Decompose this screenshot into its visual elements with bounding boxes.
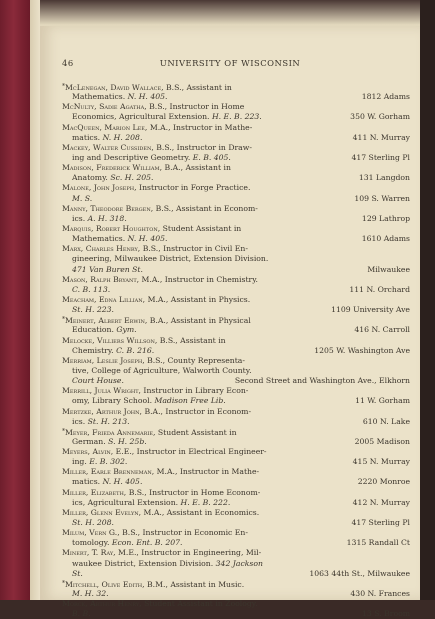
entry-line xyxy=(62,133,414,143)
entry-line xyxy=(62,437,414,447)
entry-line xyxy=(62,407,414,417)
entry-line xyxy=(62,366,414,376)
entry-address: 1063 44th St., Milwaukee xyxy=(309,568,410,578)
entry-address: Second Street and Washington Ave., Elkhorn xyxy=(234,376,410,386)
entry-title-cont: German. xyxy=(72,436,109,446)
entry-address: 111 N. Orchard xyxy=(349,284,410,294)
entry-line xyxy=(62,102,414,112)
entry-line xyxy=(62,153,414,163)
entry-title: B.M., Assistant in Music. xyxy=(144,579,245,589)
entry-title: M.E., Instructor in Engineering, Mil- xyxy=(115,548,262,558)
page-number: 46 xyxy=(62,58,74,68)
entry-address: 350 W. Gorham xyxy=(350,112,410,122)
entry-line xyxy=(62,275,414,285)
entry-address: 412 N. Murray xyxy=(352,497,410,507)
entry-marker: * xyxy=(62,579,65,587)
entry-title-cont: ing and Descriptive Geometry. xyxy=(72,152,193,162)
entry-name: Melocke, Villiers Willson, xyxy=(62,335,158,345)
entry-name: Miller, Earle Brenneman, xyxy=(62,467,155,477)
entry-name: McNulty, Sadie Agatha, xyxy=(62,102,147,112)
entry-office: N. H. 405. xyxy=(127,234,168,244)
entry-marker: * xyxy=(62,427,65,435)
entry-address: 2005 Madison xyxy=(354,436,410,446)
entry-line xyxy=(62,559,414,569)
entry-line xyxy=(62,315,414,325)
entry-line xyxy=(62,325,414,335)
directory-entry xyxy=(62,407,414,427)
entry-line xyxy=(62,173,414,183)
directory-entry xyxy=(62,548,414,578)
directory-entry xyxy=(62,82,414,102)
entry-line xyxy=(62,589,414,599)
entry-name: MacQueen, Marion Lee, xyxy=(62,122,148,132)
entry-name: Madison, Frederick William, xyxy=(62,163,163,173)
entry-name: Marquis, Robert Houghton, xyxy=(62,223,161,233)
entry-office: Court House. xyxy=(72,376,124,386)
entry-address: 131 Langdon xyxy=(358,173,410,183)
directory-entry xyxy=(62,488,414,508)
page-header xyxy=(40,58,420,72)
directory-entry xyxy=(62,447,414,467)
entry-title: Student Assistant in xyxy=(160,223,242,233)
entry-title: M.A., Instructor in Mathe- xyxy=(147,122,253,132)
entry-line xyxy=(62,265,414,275)
entry-line xyxy=(62,336,414,346)
entry-title: Instructor in Electrical Engineer- xyxy=(134,447,267,457)
entry-line xyxy=(62,123,414,133)
entry-title-cont: Education. xyxy=(72,325,117,335)
entry-title: Student Assistant in Zoology. xyxy=(141,599,258,609)
entry-title: M.A., Assistant in Physics. xyxy=(145,294,251,304)
entry-line xyxy=(62,295,414,305)
entry-office: 471 Van Buren St. xyxy=(72,264,143,274)
entry-name: Malone, John Joseph, xyxy=(62,183,137,193)
entry-line xyxy=(62,285,414,295)
entry-address: 610 N. Lake xyxy=(362,416,410,426)
entry-name: Mitchell, Olive Edith, xyxy=(65,579,145,589)
entry-office: 342 Jackson xyxy=(215,558,263,568)
entry-name: Mertzke, Arthur John, xyxy=(62,406,142,416)
entry-office: Madison Free Lib. xyxy=(154,396,226,406)
entry-title: B.S., Assistant in Econom- xyxy=(153,203,258,213)
entry-line xyxy=(62,82,414,92)
entry-line xyxy=(62,579,414,589)
entry-line xyxy=(62,204,414,214)
entry-address: 430 N. Frances xyxy=(350,589,410,599)
entry-title: M.A., Instructor in Mathe- xyxy=(154,467,260,477)
entry-title-cont: Mathematics. xyxy=(72,92,128,102)
entry-title-cont: ics. xyxy=(72,416,88,426)
entry-name: Meyers, Alvin, E.E., xyxy=(62,447,135,457)
entry-line xyxy=(62,609,414,619)
entry-address: 129 Lathrop xyxy=(361,213,410,223)
entry-address: 1205 W. Washington Ave xyxy=(314,345,410,355)
entry-title: B.S., Assistant in xyxy=(157,335,226,345)
entry-title: Instructor in Forge Practice. xyxy=(136,183,251,193)
directory-entry xyxy=(62,123,414,143)
directory-entry xyxy=(62,143,414,163)
entry-name: Marx, Charles Henry, xyxy=(62,244,141,254)
entry-title-cont: Chemistry. xyxy=(72,345,117,355)
entry-line xyxy=(62,447,414,457)
entry-line xyxy=(62,488,414,498)
entry-name: Mason, Ralph Bryant, xyxy=(62,274,140,284)
entry-office: M. H. 32. xyxy=(72,589,109,599)
entry-office: N. H. 208. xyxy=(102,132,143,142)
entry-title-cont: Anatomy. xyxy=(72,173,111,183)
entry-title: B.S., Instructor in Draw- xyxy=(153,142,252,152)
directory-entry xyxy=(62,528,414,548)
directory-entry xyxy=(62,356,414,386)
directory-entry xyxy=(62,244,414,274)
entry-address: 417 Sterling Pl xyxy=(351,152,410,162)
entry-name: Miller, Glenn Evelyn, xyxy=(62,507,142,517)
entry-office: St. H. 213. xyxy=(87,416,130,426)
directory-entry xyxy=(62,508,414,528)
entry-title-cont: matics. xyxy=(72,477,103,487)
entry-office: C. B. 113. xyxy=(72,284,111,294)
entry-title-cont: ics, Agricultural Extension. xyxy=(72,497,181,507)
entry-address: 1610 Adams xyxy=(361,234,410,244)
entry-title-cont: Mathematics. xyxy=(72,234,128,244)
entry-line xyxy=(62,183,414,193)
entry-name: Milum, Vern G., xyxy=(62,528,120,538)
entry-line xyxy=(62,112,414,122)
entry-office: E. B. 302. xyxy=(89,457,128,467)
entry-office: Econ. Ent. B. 207. xyxy=(111,538,183,548)
directory-entry xyxy=(62,295,414,315)
entry-line xyxy=(62,254,414,264)
entry-name: Meyer, Frieda Annemarie, xyxy=(65,427,156,437)
entry-address: Milwaukee xyxy=(367,264,410,274)
entry-title-cont: ing. xyxy=(72,457,90,467)
entry-line xyxy=(62,548,414,558)
entry-address: 417 Sterling Pl xyxy=(351,518,410,528)
directory-entry xyxy=(62,315,414,335)
entry-name: Mackey, Walter Cussiden, xyxy=(62,142,154,152)
entry-line xyxy=(62,467,414,477)
entry-title-cont: Economics, Agricultural Extension. xyxy=(72,112,212,122)
entry-office: H. E. B. 223. xyxy=(211,112,262,122)
entry-line xyxy=(62,518,414,528)
directory-entry xyxy=(62,163,414,183)
entry-line xyxy=(62,346,414,356)
entry-line xyxy=(62,376,414,386)
entry-line xyxy=(62,528,414,538)
entry-office: B. B. xyxy=(72,609,91,619)
book-page xyxy=(40,26,420,619)
entry-title: Student Assistant in xyxy=(155,427,237,437)
directory-entry xyxy=(62,224,414,244)
entry-marker: * xyxy=(62,83,65,90)
entry-address: 416 N. Carroll xyxy=(354,325,410,335)
entry-line xyxy=(62,143,414,153)
directory-entry xyxy=(62,275,414,295)
entry-name: Merrill, Julia Wright, xyxy=(62,386,141,396)
staff-directory-list xyxy=(62,82,414,619)
directory-entry xyxy=(62,183,414,203)
entry-address: 411 N. Murray xyxy=(352,132,410,142)
directory-entry xyxy=(62,204,414,224)
entry-office: H. E. B. 222. xyxy=(180,497,231,507)
entry-line xyxy=(62,224,414,234)
entry-line xyxy=(62,508,414,518)
entry-title-cont: matics. xyxy=(72,132,103,142)
entry-line xyxy=(62,396,414,406)
entry-line xyxy=(62,214,414,224)
entry-line xyxy=(62,477,414,487)
entry-line xyxy=(62,194,414,204)
entry-office: C. B. 216. xyxy=(116,345,155,355)
entry-address: 1109 University Ave xyxy=(331,305,410,315)
entry-title: B.S., County Representa- xyxy=(144,355,245,365)
entry-office: Gym. xyxy=(116,325,137,335)
entry-address: 1315 Randall Ct xyxy=(346,538,410,548)
entry-name: Manny, Theodore Bergen, xyxy=(62,203,154,213)
entry-address: 11 W. Gorham xyxy=(355,396,410,406)
entry-title-cont: gineering, Milwaukee District, Extension Division. xyxy=(72,254,269,264)
entry-line xyxy=(62,163,414,173)
entry-title-cont: tomology. xyxy=(72,538,112,548)
directory-entry xyxy=(62,427,414,447)
entry-name: Meinert, Albert Erwin, xyxy=(65,316,148,326)
entry-line xyxy=(62,569,414,579)
entry-line xyxy=(62,244,414,254)
entry-title-cont: omy, Library School. xyxy=(72,396,155,406)
entry-name: Meacham, Edna Lillian, xyxy=(62,294,146,304)
entry-title-cont: waukee District, Extension Division. xyxy=(72,558,216,568)
entry-address: 109 S. Warren xyxy=(354,193,410,203)
entry-title: M.A., Assistant in Economics. xyxy=(141,507,260,517)
directory-entry xyxy=(62,467,414,487)
entry-office: M. S. xyxy=(72,193,93,203)
entry-office: A. H. 318. xyxy=(87,213,127,223)
page-top-shadow xyxy=(40,0,420,26)
entry-line xyxy=(62,498,414,508)
entry-title: B.S., Assistant in xyxy=(163,83,232,92)
directory-entry xyxy=(62,599,414,619)
entry-address: 415 N. Murray xyxy=(352,457,410,467)
entry-title: B.S., Instructor in Home Econom- xyxy=(126,487,261,497)
entry-office: E. B. 405. xyxy=(192,152,231,162)
entry-office: St. xyxy=(72,568,83,578)
entry-address: 1812 Adams xyxy=(361,92,410,102)
entry-line xyxy=(62,457,414,467)
entry-office: N. H. 405. xyxy=(102,477,143,487)
entry-name: McLenegan, David Wallace, xyxy=(65,83,164,92)
entry-title: B.A., Instructor in Econom- xyxy=(142,406,252,416)
entry-line xyxy=(62,386,414,396)
entry-office: Sc. H. 205. xyxy=(110,173,154,183)
entry-title: M.A., Instructor in Chemistry. xyxy=(139,274,258,284)
entry-line xyxy=(62,417,414,427)
directory-entry xyxy=(62,386,414,406)
entry-address: 13 S. Broom xyxy=(362,609,410,619)
entry-name: Miller, Elizabeth, xyxy=(62,487,127,497)
entry-title: B.S., Instructor in Home xyxy=(146,102,245,112)
book-binding xyxy=(0,0,30,600)
entry-line xyxy=(62,599,414,609)
entry-title-cont: tive, College of Agriculture, Walworth County. xyxy=(72,365,252,375)
entry-line xyxy=(62,305,414,315)
entry-marker: * xyxy=(62,316,65,324)
entry-title: B.S., Instructor in Economic En- xyxy=(119,528,248,538)
running-title: UNIVERSITY OF WISCONSIN xyxy=(159,58,301,68)
entry-name: Merriam, Leslie Joseph, xyxy=(62,355,145,365)
entry-title-cont: ics. xyxy=(72,213,88,223)
entry-title: B.S., Instructor in Civil En- xyxy=(140,244,248,254)
entry-line xyxy=(62,356,414,366)
entry-office: N. H. 405. xyxy=(127,92,168,102)
entry-line xyxy=(62,234,414,244)
directory-entry xyxy=(62,579,414,599)
entry-address: 2220 Monroe xyxy=(357,477,410,487)
entry-title: Instructor in Library Econ- xyxy=(140,386,249,396)
entry-name: Minert, T. Ray, xyxy=(62,548,116,558)
entry-office: St. H. 223. xyxy=(72,305,114,315)
entry-title: B.A., Assistant in xyxy=(162,163,231,173)
entry-name: Morck, Arthur Henry, xyxy=(62,599,142,609)
dark-background xyxy=(420,0,435,600)
directory-entry xyxy=(62,336,414,356)
entry-office: St. H. 208. xyxy=(72,518,114,528)
entry-line xyxy=(62,427,414,437)
directory-entry xyxy=(62,102,414,122)
entry-title: B.A., Assistant in Physical xyxy=(147,316,251,326)
entry-line xyxy=(62,92,414,102)
entry-office: S. H. 25b. xyxy=(108,436,147,446)
entry-line xyxy=(62,538,414,548)
